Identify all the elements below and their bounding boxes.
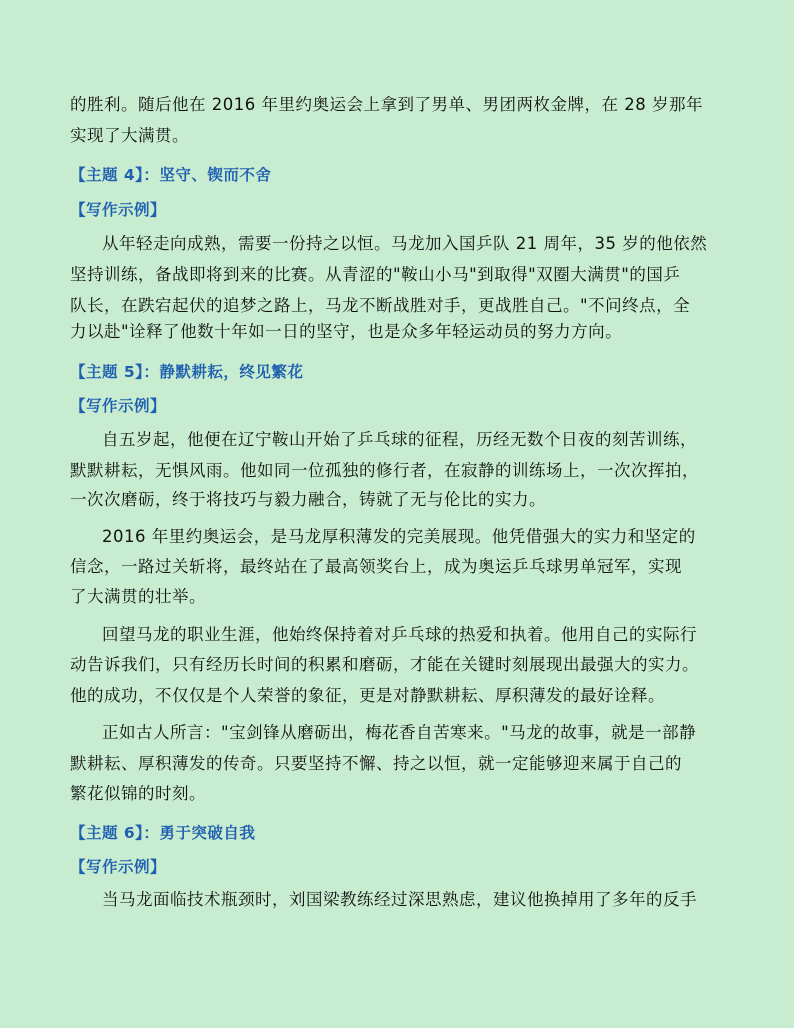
theme-4-paragraph-line: 从年轻走向成熟，需要一份持之以恒。马龙加入国乒队 21 周年，35 岁的他依然 [102, 234, 708, 253]
top-paragraph-line: 的胜利。随后他在 2016 年里约奥运会上拿到了男单、男团两枚金牌，在 28 岁那年 [70, 95, 703, 114]
theme-5-paragraph-3-line: 他的成功，不仅仅是个人荣誉的象征，更是对静默耕耘、厚积薄发的最好诠释。 [70, 686, 665, 705]
writing-example-label: 【写作示例】 [70, 201, 167, 219]
theme-4-paragraph-line: 坚持训练，备战即将到来的比赛。从青涩的"鞍山小马"到取得"双圈大满贯"的国乒 [70, 265, 681, 284]
theme-5-paragraph-2-line: 2016 年里约奥运会，是马龙厚积薄发的完美展现。他凭借强大的实力和坚定的 [102, 527, 696, 546]
theme-5-paragraph-4-line: 正如古人所言："宝剑锋从磨砺出，梅花香自苦寒来。"马龙的故事，就是一部静 [102, 723, 697, 742]
top-paragraph-line: 实现了大满贯。 [70, 126, 189, 145]
writing-example-label: 【写作示例】 [70, 858, 167, 876]
writing-example-label: 【写作示例】 [70, 397, 167, 415]
theme-4-heading: 【主题 4】：坚守、锲而不舍 [70, 166, 272, 184]
theme-5-paragraph-4-line: 默耕耘、厚积薄发的传奇。只要坚持不懈、持之以恒，就一定能够迎来属于自己的 [70, 754, 682, 773]
theme-5-paragraph-3-line: 回望马龙的职业生涯，他始终保持着对乒乓球的热爱和执着。他用自己的实际行 [102, 625, 697, 644]
theme-5-paragraph-2-line: 了大满贯的壮举。 [70, 587, 206, 606]
theme-4-paragraph-line: 力以赴"诠释了他数十年如一日的坚守，也是众多年轻运动员的努力方向。 [70, 322, 623, 341]
theme-4-paragraph-line: 队长，在跌宕起伏的追梦之路上，马龙不断战胜对手，更战胜自己。"不问终点，全 [70, 296, 691, 315]
theme-5-paragraph-2-line: 信念，一路过关斩将，最终站在了最高领奖台上，成为奥运乒乓球男单冠军，实现 [70, 557, 682, 576]
theme-5-paragraph-1-line: 一次次磨砺，终于将技巧与毅力融合，铸就了无与伦比的实力。 [70, 490, 546, 509]
theme-6-heading: 【主题 6】：勇于突破自我 [70, 824, 256, 842]
theme-5-paragraph-3-line: 动告诉我们，只有经历长时间的积累和磨砺，才能在关键时刻展现出最强大的实力。 [70, 655, 699, 674]
theme-5-heading: 【主题 5】：静默耕耘，终见繁花 [70, 363, 304, 381]
theme-6-paragraph-line: 当马龙面临技术瓶颈时，刘国梁教练经过深思熟虑，建议他换掉用了多年的反手 [102, 890, 697, 909]
theme-5-paragraph-1-line: 默默耕耘，无惧风雨。他如同一位孤独的修行者，在寂静的训练场上，一次次挥拍， [70, 461, 699, 480]
theme-5-paragraph-4-line: 繁花似锦的时刻。 [70, 784, 206, 803]
theme-5-paragraph-1-line: 自五岁起，他便在辽宁鞍山开始了乒乓球的征程，历经无数个日夜的刻苦训练， [102, 430, 697, 449]
